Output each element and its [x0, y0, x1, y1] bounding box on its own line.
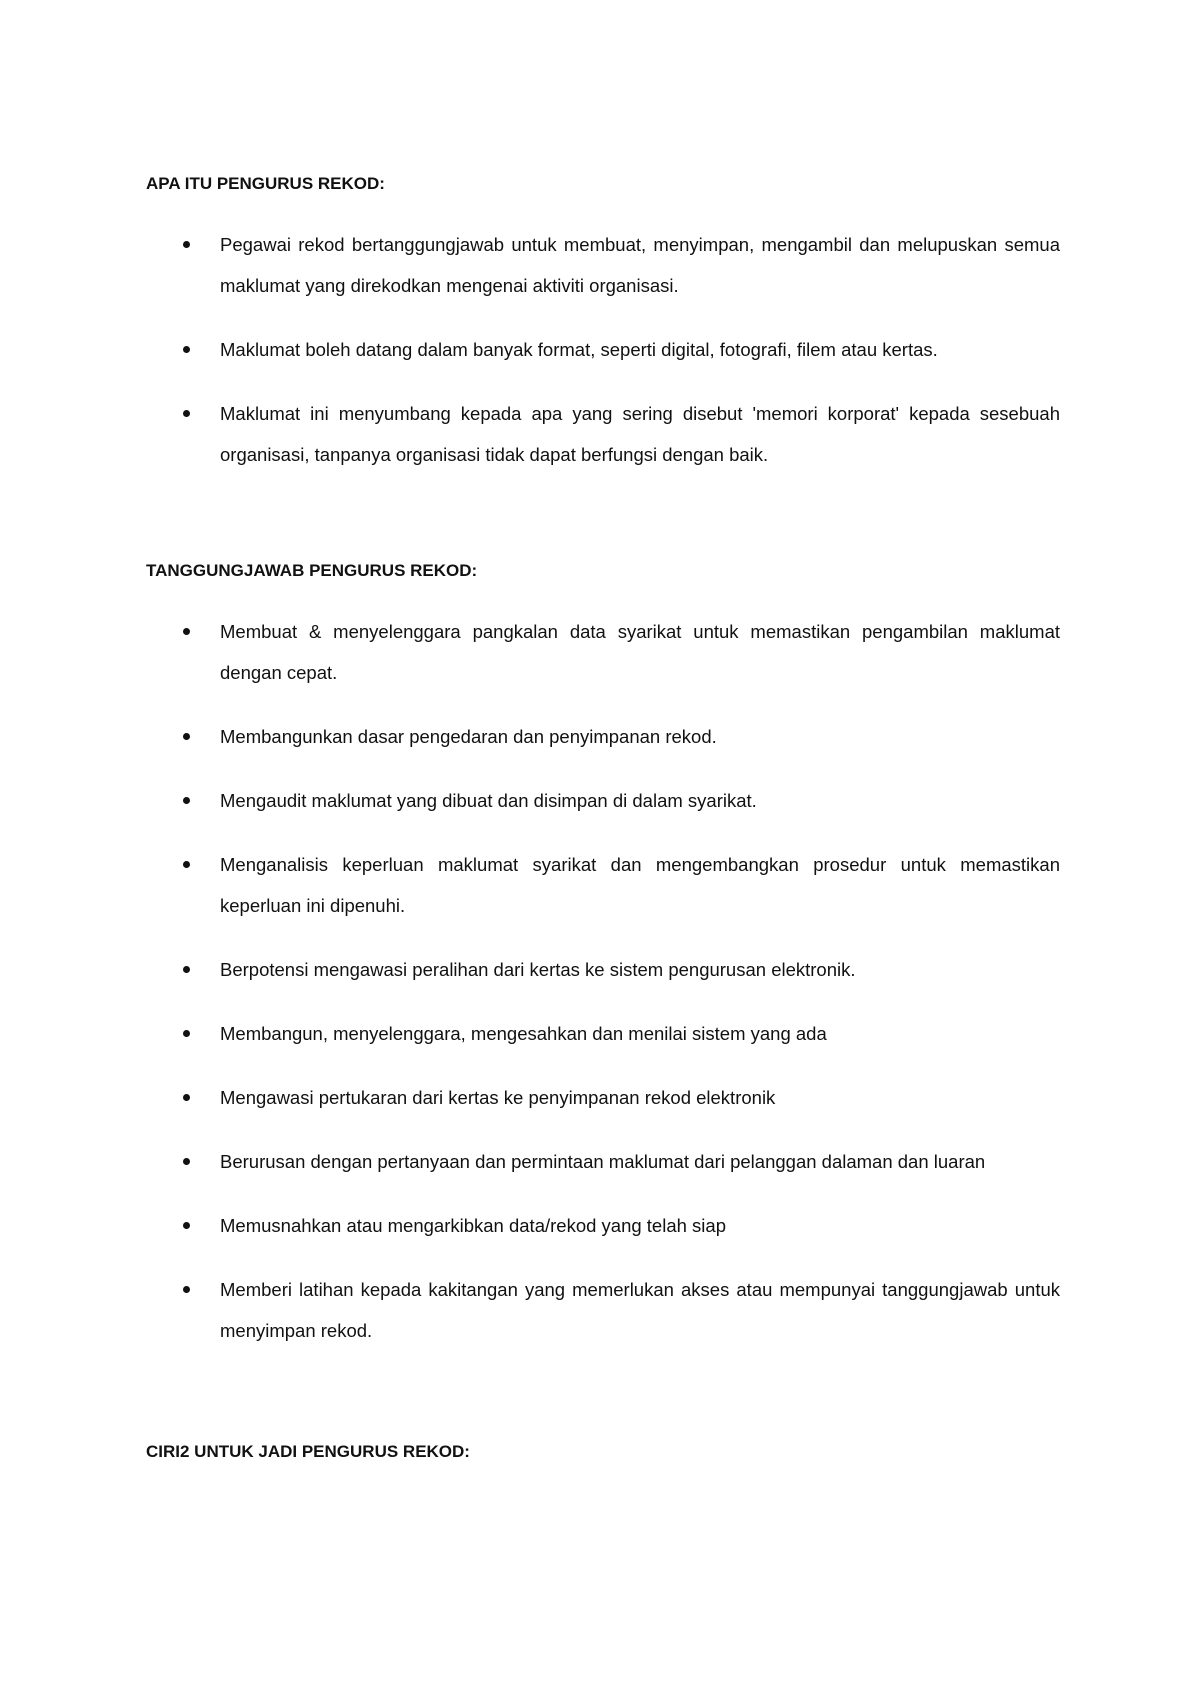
bullet-icon	[183, 410, 190, 417]
bullet-icon	[183, 241, 190, 248]
section-ciri2	[146, 1440, 1060, 1464]
list-item: Maklumat boleh datang dalam banyak format, seperti digital, fotografi, filem atau kertas.	[146, 329, 1060, 370]
section-heading: APA ITU PENGURUS REKOD:	[146, 174, 385, 193]
bullet-icon	[183, 1158, 190, 1165]
list-item: Pegawai rekod bertanggungjawab untuk membuat, menyimpan, mengambil dan melupuskan semua maklumat yang direkodkan mengenai aktiviti organisasi.	[146, 224, 1060, 306]
bullet-list	[146, 611, 1060, 1351]
list-item: Membangunkan dasar pengedaran dan penyimpanan rekod.	[146, 716, 1060, 757]
section-tanggungjawab	[146, 559, 1060, 1351]
list-item: Menganalisis keperluan maklumat syarikat dan mengembangkan prosedur untuk memastikan keperluan ini dipenuhi.	[146, 844, 1060, 926]
list-item: Berurusan dengan pertanyaan dan permintaan maklumat dari pelanggan dalaman dan luaran	[146, 1141, 1060, 1182]
section-heading: TANGGUNGJAWAB PENGURUS REKOD:	[146, 561, 478, 580]
bullet-list	[146, 224, 1060, 475]
section-heading: CIRI2 UNTUK JADI PENGURUS REKOD:	[146, 1442, 470, 1461]
bullet-icon	[183, 797, 190, 804]
bullet-icon	[183, 628, 190, 635]
bullet-icon	[183, 1094, 190, 1101]
list-item: Maklumat ini menyumbang kepada apa yang sering disebut 'memori korporat' kepada sesebuah organisasi, tanpanya organisasi tidak dapat berfungsi dengan baik.	[146, 393, 1060, 475]
list-item: Berpotensi mengawasi peralihan dari kertas ke sistem pengurusan elektronik.	[146, 949, 1060, 990]
bullet-icon	[183, 1030, 190, 1037]
section-apa-itu	[146, 172, 1060, 475]
list-item: Membangun, menyelenggara, mengesahkan dan menilai sistem yang ada	[146, 1013, 1060, 1054]
list-item: Mengawasi pertukaran dari kertas ke penyimpanan rekod elektronik	[146, 1077, 1060, 1118]
bullet-icon	[183, 861, 190, 868]
list-item: Memusnahkan atau mengarkibkan data/rekod yang telah siap	[146, 1205, 1060, 1246]
list-item: Memberi latihan kepada kakitangan yang memerlukan akses atau mempunyai tanggungjawab untuk menyimpan rekod.	[146, 1269, 1060, 1351]
bullet-icon	[183, 733, 190, 740]
list-item: Mengaudit maklumat yang dibuat dan disimpan di dalam syarikat.	[146, 780, 1060, 821]
bullet-icon	[183, 1286, 190, 1293]
bullet-icon	[183, 966, 190, 973]
bullet-icon	[183, 1222, 190, 1229]
bullet-icon	[183, 346, 190, 353]
list-item: Membuat & menyelenggara pangkalan data syarikat untuk memastikan pengambilan maklumat dengan cepat.	[146, 611, 1060, 693]
